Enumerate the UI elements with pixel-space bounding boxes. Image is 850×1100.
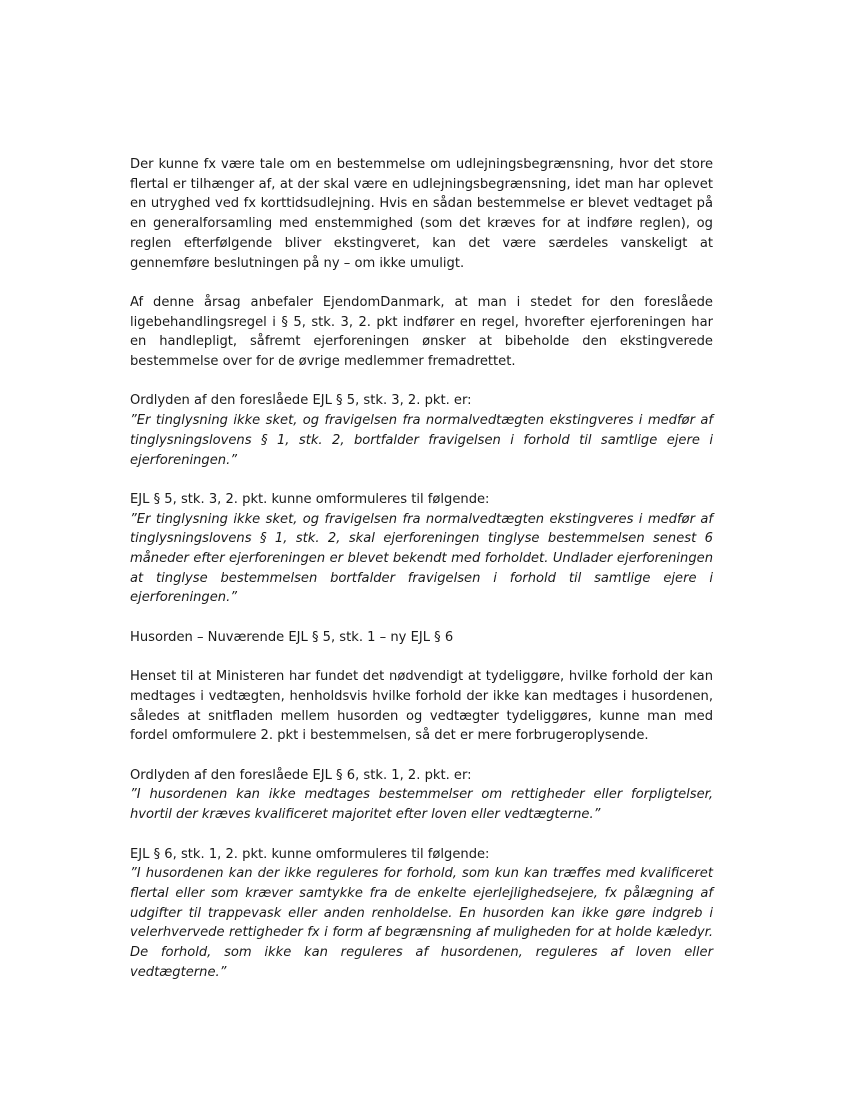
reformulation-5-3-quote: ”Er tinglysning ikke sket, og fravigelsen fra normalvedtægten ekstingveres i medfør af tinglysningslovens § 1, stk. 2, skal ejerforeningen tinglyse bestemmelsen senest 6 måneder efter ejerforeningen er blevet bekendt med forholdet. Undlader ejerforeningen at tinglyse bestemmelsen bortfalder fravigelsen i forhold til samtlige ejere i ejerforeningen.” xyxy=(130,511,713,606)
reformulation-6-1 xyxy=(130,845,713,983)
proposed-wording-5-3-quote: ”Er tinglysning ikke sket, og fravigelsen fra normalvedtægten ekstingveres i medfør af tinglysningslovens § 1, stk. 2, bortfalder fravigelsen i forhold til samtlige ejere i ejerforeningen.” xyxy=(130,413,713,468)
document-page xyxy=(130,155,713,1002)
proposed-wording-6-1 xyxy=(130,766,713,825)
proposed-wording-5-3 xyxy=(130,391,713,470)
paragraph-husorden: Henset til at Ministeren har fundet det nødvendigt at tydeliggøre, hvilke forhold der kan medtages i vedtægten, henholdsvis hvilke forhold der ikke kan medtages i husordenen, således at snitfladen mellem husorden og vedtægter tydeliggøres, kunne man med fordel omformulere 2. pkt i bestemmelsen, så det er mere forbrugeroplysende. xyxy=(130,669,713,744)
reformulation-5-3 xyxy=(130,490,713,608)
proposed-wording-5-3-intro: Ordlyden af den foreslåede EJL § 5, stk. 3, 2. pkt. er: xyxy=(130,393,472,409)
section-heading-husorden: Husorden – Nuværende EJL § 5, stk. 1 – ny EJL § 6 xyxy=(130,629,454,645)
paragraph-rental-restriction: Der kunne fx være tale om en bestemmelse om udlejningsbegrænsning, hvor det store flertal er tilhænger af, at der skal være en udlejningsbegrænsning, idet man har oplevet en utryghed ved fx korttidsudlejning. Hvis en sådan bestemmelse er blevet vedtaget på en generalforsamling med enstemmighed (som det kræves for at indføre reglen), og reglen efterfølgende bliver ekstingveret, kan det være særdeles vanskeligt at gennemføre beslutningen på ny – om ikke umuligt. xyxy=(130,157,713,271)
proposed-wording-6-1-intro: Ordlyden af den foreslåede EJL § 6, stk. 1, 2. pkt. er: xyxy=(130,767,472,783)
proposed-wording-6-1-quote: ”I husordenen kan ikke medtages bestemmelser om rettigheder eller forpligtelser, hvortil der kræves kvalificeret majoritet efter loven eller vedtægterne.” xyxy=(130,787,713,823)
reformulation-6-1-intro: EJL § 6, stk. 1, 2. pkt. kunne omformuleres til følgende: xyxy=(130,846,490,862)
reformulation-5-3-intro: EJL § 5, stk. 3, 2. pkt. kunne omformuleres til følgende: xyxy=(130,491,490,507)
reformulation-6-1-quote: ”I husordenen kan der ikke reguleres for forhold, som kun kan træffes med kvalificeret flertal eller som kræver samtykke fra de enkelte ejerlejlighedsejere, fx pålægning af udgifter til trappevask eller anden renholdelse. En husorden kan ikke gøre indgreb i velerhvervede rettigheder fx i form af begrænsning af muligheden for at holde kæledyr. De forhold, som ikke kan reguleres af husordenen, reguleres af loven eller vedtægterne.” xyxy=(130,866,713,980)
paragraph-recommendation: Af denne årsag anbefaler EjendomDanmark, at man i stedet for den foreslåede ligebehandlingsregel i § 5, stk. 3, 2. pkt indfører en regel, hvorefter ejerforeningen har en handlepligt, såfremt ejerforeningen ønsker at bibeholde den ekstingverede bestemmelse over for de øvrige medlemmer fremadrettet. xyxy=(130,294,713,370)
